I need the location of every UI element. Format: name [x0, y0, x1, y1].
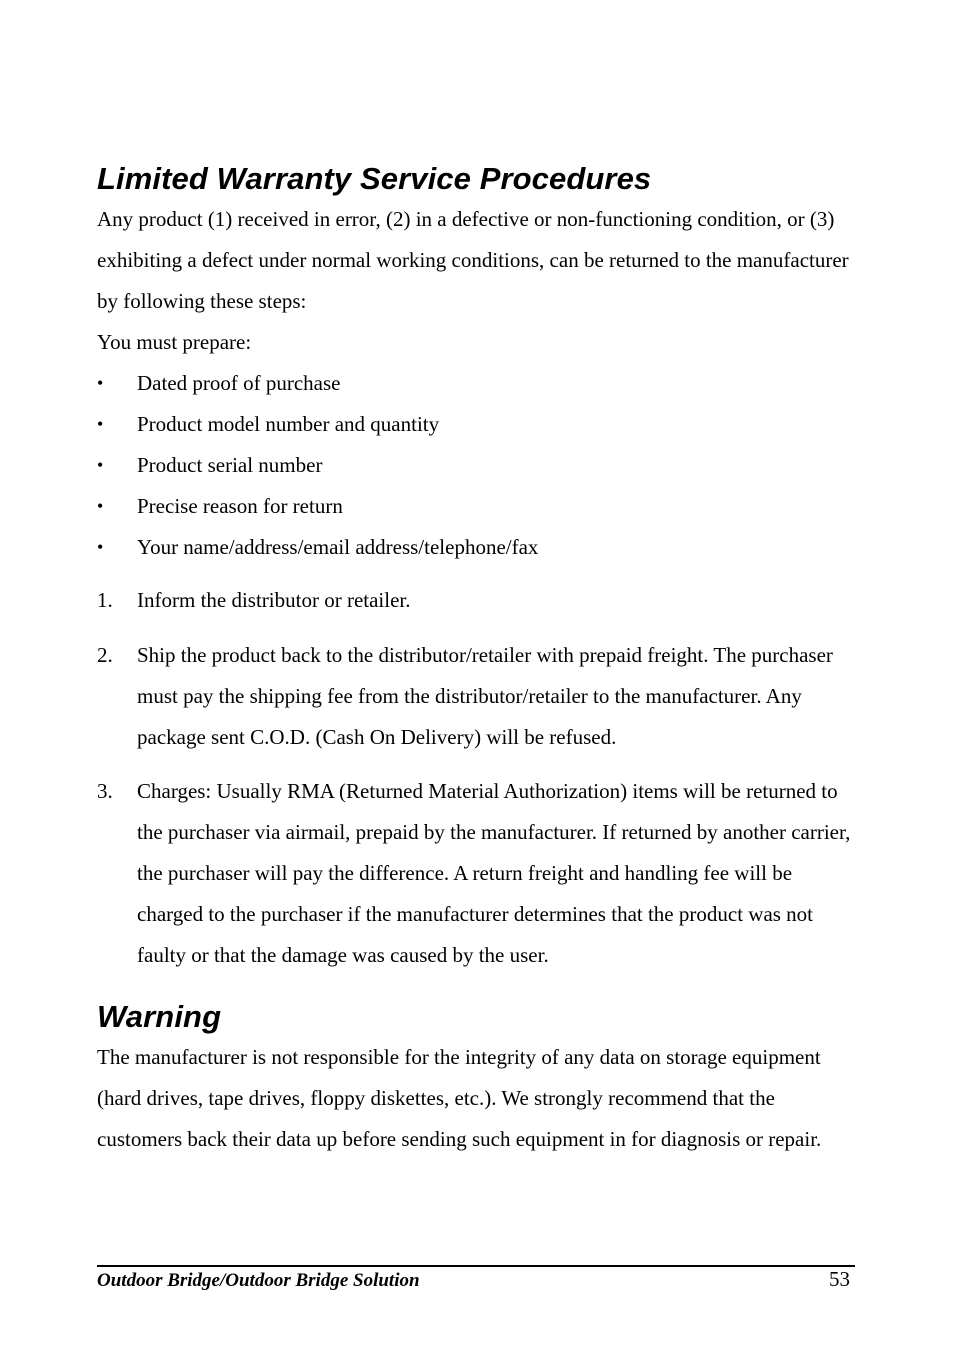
warranty-heading: Limited Warranty Service Procedures: [97, 161, 652, 196]
warning-paragraph: The manufacturer is not responsible for the integrity of any data on storage equipment (hard drives, tape drives, floppy diskettes, etc.). We strongly recommend that the customers back their data up before sending such equipment in for diagnosis or repair.: [97, 1045, 822, 1151]
prepare-list: [97, 363, 859, 568]
list-item: [97, 445, 859, 486]
step-text: Ship the product back to the distributor/retailer with prepaid freight. The purchaser must pay the shipping fee from the distributor/retailer to the manufacturer. Any package sent C.O.D. (Cash On Delivery) will be refused.: [137, 643, 833, 749]
step-item: [97, 635, 859, 758]
bullet-icon: •: [97, 414, 104, 434]
warning-heading: Warning: [97, 999, 222, 1034]
step-number: 3.: [97, 779, 113, 803]
page-number: 53: [829, 1267, 850, 1291]
bullet-icon: •: [97, 537, 104, 557]
step-text: Inform the distributor or retailer.: [137, 588, 411, 612]
bullet-icon: •: [97, 455, 104, 475]
list-item-text: Precise reason for return: [137, 494, 343, 518]
list-item-text: Your name/address/email address/telephone/fax: [137, 535, 539, 559]
list-item: [97, 527, 859, 568]
list-item: [97, 363, 859, 404]
step-text: Charges: Usually RMA (Returned Material Authorization) items will be returned to the purchaser via airmail, prepaid by the manufacturer. If returned by another carrier, the purchaser will pay the difference. A return freight and handling fee will be charged to the purchaser if the manufacturer determines that the product was not faulty or that the damage was caused by the user.: [137, 779, 851, 967]
footer-title: Outdoor Bridge/Outdoor Bridge Solution: [97, 1270, 420, 1291]
list-item: [97, 486, 859, 527]
footer-divider: [97, 1265, 855, 1267]
step-number: 1.: [97, 588, 113, 612]
step-number: 2.: [97, 643, 113, 667]
step-item: [97, 580, 859, 621]
list-item-text: Dated proof of purchase: [137, 371, 341, 395]
bullet-icon: •: [97, 373, 104, 393]
step-item: [97, 771, 859, 976]
list-item-text: Product model number and quantity: [137, 412, 440, 436]
list-item: [97, 404, 859, 445]
prepare-label: You must prepare:: [97, 330, 252, 354]
bullet-icon: •: [97, 496, 104, 516]
warranty-intro-paragraph: Any product (1) received in error, (2) in a defective or non-functioning condition, or (3) exhibiting a defect under normal working conditions, can be returned to the manufacturer by following these steps:: [97, 207, 849, 313]
list-item-text: Product serial number: [137, 453, 323, 477]
